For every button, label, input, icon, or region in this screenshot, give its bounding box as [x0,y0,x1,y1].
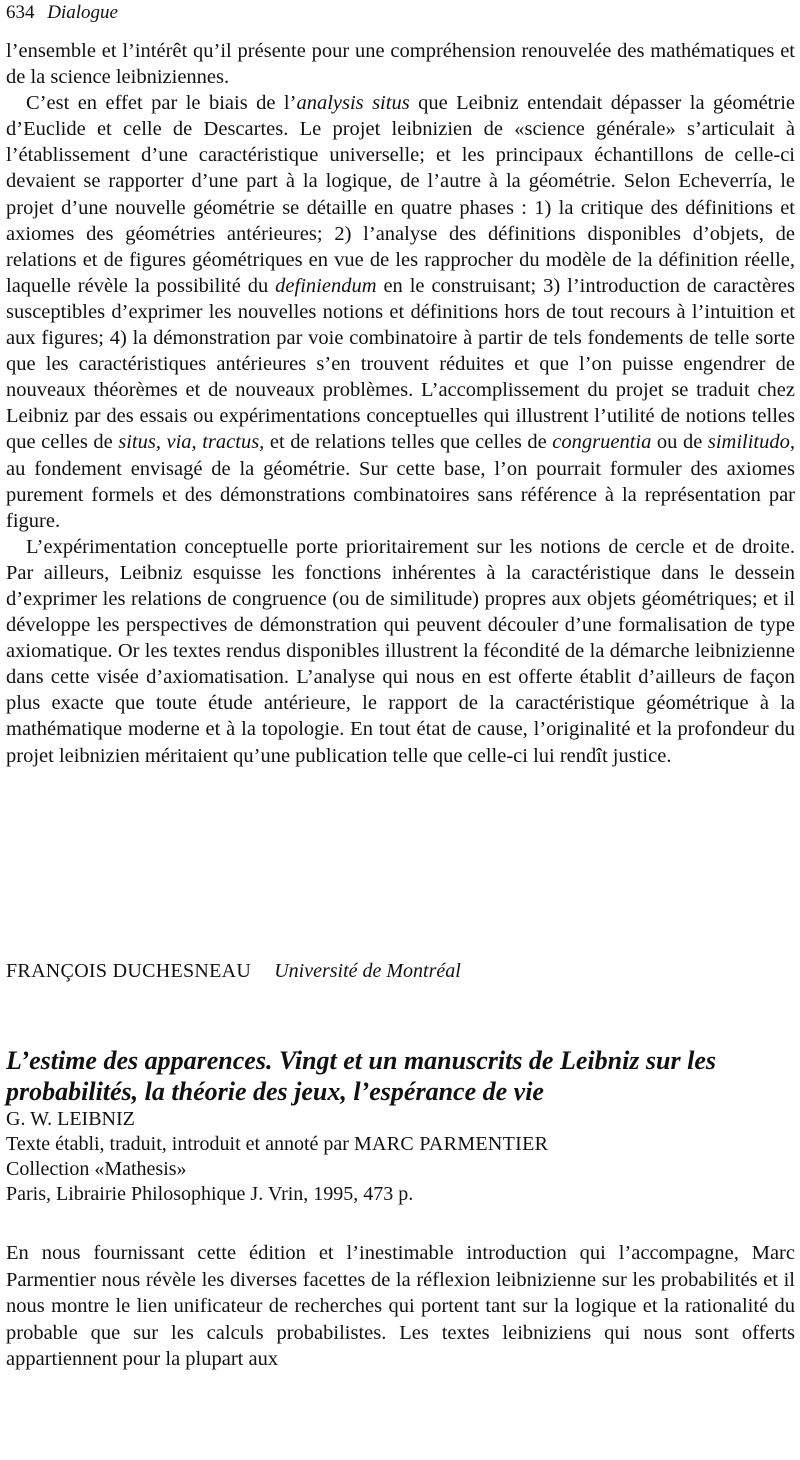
text-run: ou de [651,431,708,454]
text-run: que Leibniz entendait dépasser la géométrie d’Euclide et celle de Descartes. Le projet leibnizien de «science générale» s’articulait à l’établissement d’une caractéristique universelle; et les principaux échantillons de celle-ci devaient se rapporter d’une part à la logique, de l’autre à la géométrie. Selon Echeverría, le projet d’une nouvelle géométrie se détaille en quatre phases : 1) la critique des définitions et axiomes des géométries antérieures; 2) l’analyse des définitions disponibles d’objets, de relations et de figures géométriques en vue de les rapprocher du modèle de la définition réelle, laquelle révèle la possibilité du [6,92,795,297]
review-text-body [6,38,795,769]
text-run: et de relations telles que celles de [264,431,553,454]
editor-name: MARC PARMENTIER [353,1133,549,1155]
page-number: 634 [6,2,35,23]
book-title-line: probabilités, la théorie des jeux, l’espérance de vie [6,1077,544,1106]
paragraph: En nous fournissant cette édition et l’inestimable introduction qui l’accompagne, Marc Parmentier nous révèle les diverses facettes de la réflexion leibnizienne sur les probabilités et il nous montre le lien unificateur de recherches qui portent tant sur la logique et la rationalité du probable que sur les calculs probabilistes. Les textes leibniziens qui nous sont offerts appartiennent pour la plupart aux [6,1242,795,1370]
editor-prefix: Texte établi, traduit, introduit et annoté par [6,1133,349,1155]
book-publisher: Paris, Librairie Philosophique J. Vrin, 1995, 473 p. [6,1183,414,1205]
book-author: G. W. LEIBNIZ [6,1108,135,1130]
book-review-header [6,1045,795,1207]
italic-term: definiendum [275,274,377,297]
text-run: L’expérimentation conceptuelle porte prioritairement sur les notions de cercle et de droite. Par ailleurs, Leibniz esquisse les fonctions inhérentes à la caractéristique dans le dessein d’exprimer les relations de congruence (ou de similitude) propres aux objets géométriques; et il développe les perspectives de démonstration qui peuvent découler d’une formalisation de type axiomatique. Or les textes rendus disponibles illustrent la fécondité de la démarche leibnizienne dans cette visée d’axiomatisation. L’analyse qui nous en est offerte établit d’ailleurs de façon plus exacte que toute étude antérieure, le rapport de la caractéristique géométrique à la mathématique moderne et à la topologie. En tout état de cause, l’originalité et la profondeur du projet leibnizien méritaient qu’une publication telle que celle-ci lui rendît justice. [6,535,795,767]
text-run: au fondement envisagé de la géométrie. Sur cette base, l’on pourrait formuler des axiomes purement formels et des démonstrations combinatoires sans référence à la représentation par figure. [6,457,795,532]
reviewer-signature [6,958,461,984]
italic-term: analysis situs [296,92,410,115]
paragraph [6,90,795,534]
text-run: l’ensemble et l’intérêt qu’il présente pour une compréhension renouvelée des mathématiques et de la science leibniziennes. [6,40,795,89]
running-header [6,0,118,26]
italic-term: congruentia [552,431,652,454]
italic-term: similitudo, [707,431,795,454]
text-run: en le construisant; 3) l’introduction de caractères susceptibles d’exprimer les nouvelles notions et définitions hors de tout recours à l’intuition et aux figures; 4) la démonstration par voie combinatoire à partir de tels fondements de telle sorte que les caractéristiques antérieures s’en trouvent réduites et que l’on puisse engendrer de nouveaux théorèmes et de nouveaux problèmes. L’accomplissement du projet se traduit chez Leibniz par des essais ou expérimentations conceptuelles qui illustrent l’utilité de notions telles que celles de [6,274,795,454]
editor-line [6,1132,795,1157]
paragraph [6,534,795,769]
journal-title: Dialogue [47,2,118,23]
reviewer-name: FRANÇOIS DUCHESNEAU [6,960,252,982]
new-review-body [6,1240,795,1373]
book-title [6,1045,795,1107]
reviewer-affiliation: Université de Montréal [274,960,461,982]
paragraph [6,38,795,90]
book-title-line: L’estime des apparences. Vingt et un manuscrits de Leibniz sur les [6,1046,716,1075]
book-collection: Collection «Mathesis» [6,1158,187,1180]
italic-term: situs, via, tractus, [118,431,265,454]
text-run: C’est en effet par le biais de l’ [26,92,297,115]
